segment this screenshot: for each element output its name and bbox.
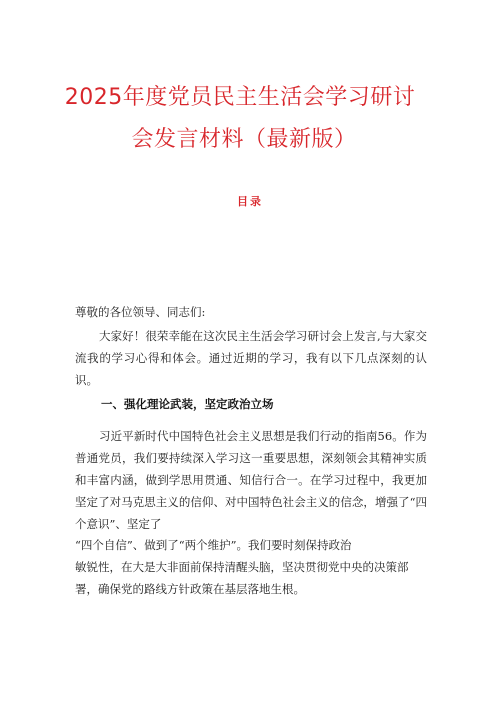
document-title-line-1: 2025年度党员民主生活会学习研讨 — [64, 85, 416, 110]
body-paragraph-continuation: “四个自信”、做到了“两个维护”。我们要时刻保持政治 — [75, 538, 352, 552]
opening-paragraph: 大家好！很荣幸能在这次民主生活会学习研讨会上发言,与大家交流我的学习心得和体会。通过近期的学习，我有以下几点深刻的认识。 — [75, 329, 427, 387]
body-paragraph-2: 敏锐性，在大是大非面前保持清醒头脑，坚决贯彻党中央的决策部署，确保党的路线方针政策在基层落地生根。 — [75, 560, 409, 596]
greeting-text: 尊敬的各位领导、同志们: — [75, 305, 206, 319]
body-paragraph: 习近平新时代中国特色社会主义思想是我们行动的指南56。作为普通党员，我们要持续深入学习这一重要思想，深刻领会其精神实质和丰富内涵，做到学思用贯通、知信行合一。在学习过程中，我更加坚定了对马克思主义的信仰、对中国特色社会主义的信念，增强了“四个意识”、坚定了 — [75, 429, 427, 531]
section-heading: 一、强化理论武装，坚定政治立场 — [101, 397, 274, 411]
document-title-line-2: 会发言材料（最新版） — [131, 127, 357, 152]
table-of-contents-label: 目录 — [237, 195, 263, 208]
